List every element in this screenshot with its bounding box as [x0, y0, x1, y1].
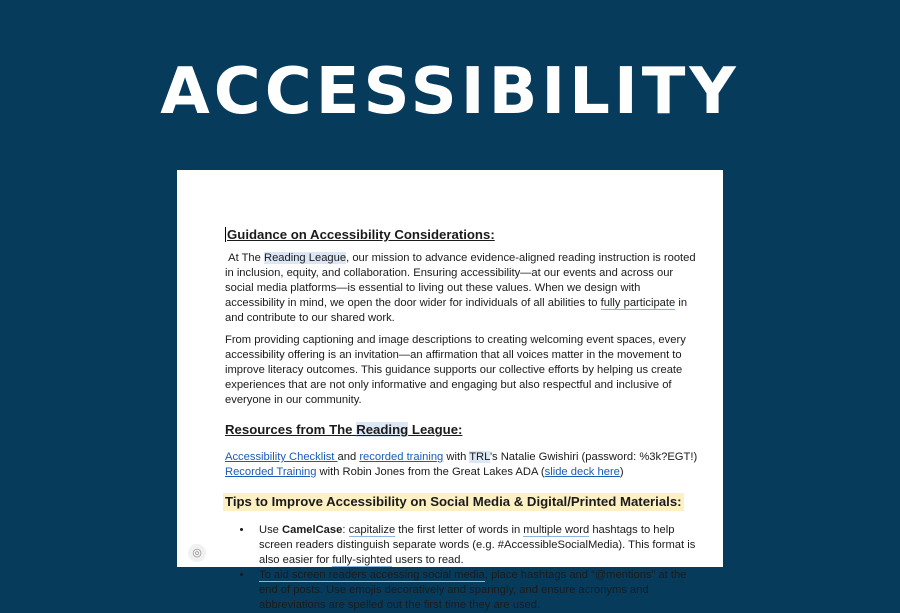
- paragraph-mission: At The Reading League, our mission to advance evidence-aligned reading instruction is rooted in inclusion, equity, and collaboration. Ensuring accessibility—at our events and across our social media platforms—is essential to living out these values. When we design with accessibility in mind, we open the door wider for individuals of all abilities to fully participate in and contribute to our shared work.: [225, 252, 696, 324]
- resource-line-1: Accessibility Checklist and recorded training with TRL’s Natalie Gwishiri (password: %3k?EGT!): [225, 451, 698, 463]
- resource-line-2: Recorded Training with Robin Jones from the Great Lakes ADA (slide deck here): [225, 466, 624, 478]
- page-title: ACCESSIBILITY: [160, 55, 740, 129]
- paragraph-invitation: From providing captioning and image descriptions to creating welcoming event spaces, every accessibility offering is an invitation—an affirmation that all voices matter in the movement to improve literacy outcomes. This guidance supports our collective efforts by helping us create experiences that are not only informative and engaging but also respectful and inclusive of everyone in our community.: [225, 334, 686, 406]
- heading-resources: Resources from The Reading League:: [225, 422, 463, 437]
- recorded-training-link[interactable]: recorded training: [359, 451, 444, 463]
- trl-text: TRL: [469, 451, 490, 463]
- fingerprint-icon[interactable]: ◎: [188, 544, 206, 562]
- fully-participate-text: fully participate: [600, 297, 676, 309]
- list-item: • Use CamelCase: capitalize the first letter of words in multiple word hashtags to help screen readers distinguish separate words (e.g. #AccessibleSocialMedia). This format is also easier for fully-sighted users to read.: [253, 523, 703, 568]
- accessibility-checklist-link[interactable]: Accessibility Checklist: [225, 451, 338, 463]
- tips-list: [225, 523, 703, 613]
- heading-guidance: [225, 226, 703, 244]
- recorded-training-ada-link[interactable]: Recorded Training: [225, 466, 317, 478]
- heading-tips: Tips to Improve Accessibility on Social Media & Digital/Printed Materials:: [225, 494, 682, 509]
- slide-deck-link[interactable]: slide deck here: [544, 466, 620, 478]
- document-page: [177, 170, 723, 611]
- text-cursor: [225, 227, 226, 242]
- list-item: • To aid screen readers accessing social media, place hashtags and “@mentions” at the end of posts. Use emojis decoratively and sparingly, and ensure acronyms and abbreviations are spelled out the first time they are used.: [253, 568, 703, 613]
- heading-guidance-text: Guidance on Accessibility Considerations:: [227, 227, 495, 242]
- reading-league-highlight: Reading League: [263, 252, 347, 264]
